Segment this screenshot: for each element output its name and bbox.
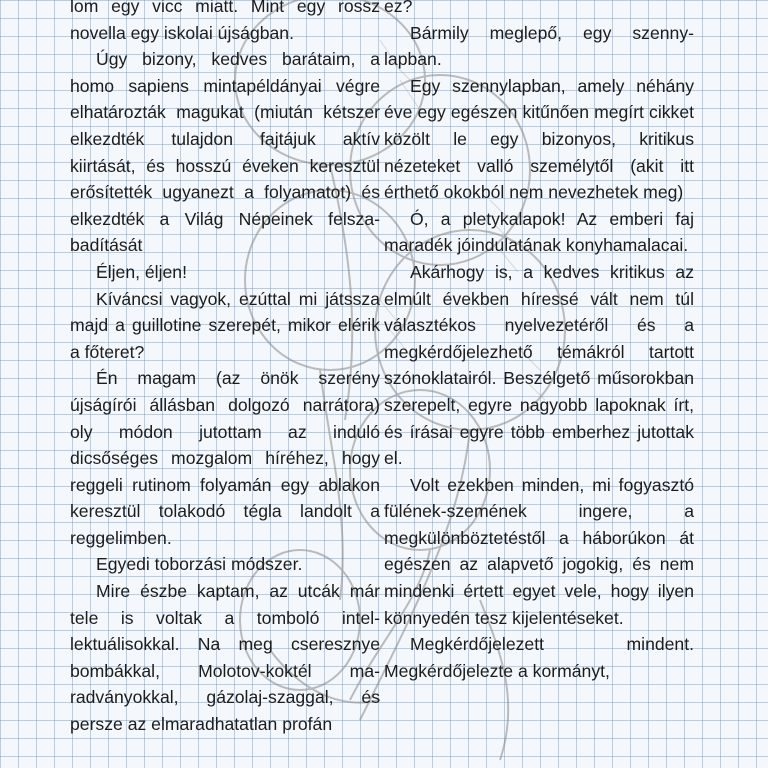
paragraph: Bármily meglepő, egy szennylapban. (384, 22, 694, 70)
paragraph: Egyedi toborzási módszer. (96, 554, 303, 575)
paragraph: Megkérdőjelezett mindent. Megkérdőjelezte a kormányt, (384, 634, 694, 681)
paragraph: ez? (384, 0, 413, 16)
paragraph: Mire észbe kaptam, az utcák már tele is voltak a tomboló intellektuálisokkal. Na meg cseresznye bombákkal, Molotov-koktél maradványokkal, gázolaj-szaggal, és persze az elmaradhatatlan profán (70, 581, 380, 735)
right-text-column (384, 0, 694, 684)
left-text-column (70, 0, 380, 738)
paragraph: lom egy vicc miatt. Mint egy rossz novella egy iskolai újságban. (70, 0, 380, 43)
paragraph: Kíváncsi vagyok, ezúttal mi játssza majd a guillotine szerepét, mikor elérik a főteret? (70, 288, 380, 362)
paragraph: Ó, a pletykalapok! Az emberi faj maradék jóindulatának konyhamalacai. (384, 208, 694, 256)
paragraph: Én magam (az önök szerény újságírói állásban dolgozó narrátora) oly módon jutottam az induló dicsőséges mozgalom híréhez, hogy reggeli rutinom folyamán egy ablakon keresztül tolakodó tégla landolt a reggelimben. (70, 368, 380, 548)
paragraph: Akárhogy is, a kedves kritikus az elmúlt években híressé vált nem túl választékos nyelvezetéről és a megkérdőjelezhető témákról tartott szónoklatairól. Beszélgető műsorokban szerepelt, egyre nagyobb lapoknak írt, és írásai egyre több emberhez jutottak el. (384, 261, 694, 469)
paragraph: Éljen, éljen! (96, 261, 187, 282)
paragraph: Egy szennylapban, amely néhány éve egy egészen kitűnően megírt cikket közölt le egy bizonyos, kritikus nézeteket valló személytől (akit itt érthető okokból nem nevezhetek meg) (384, 75, 694, 203)
paragraph: Volt ezekben minden, mi fogyasztó fülének-szemének ingere, a megkülönböztetéstől a háborúkon át egészen az alapvető jogokig, és nem mindenki értett egyet vele, hogy ilyen könnyedén tesz kijelentéseket. (384, 474, 694, 628)
paragraph: Úgy bizony, kedves barátaim, a homo sapiens mintapéldányai végre elhatározták magukat (miután kétszer elkezdték tulajdon fajtájuk aktív kiirtását, és hosszú éveken keresztül erősítették ugyanezt a folyamatot) és elkezdték a Világ Népeinek felszabadítását (70, 49, 380, 256)
